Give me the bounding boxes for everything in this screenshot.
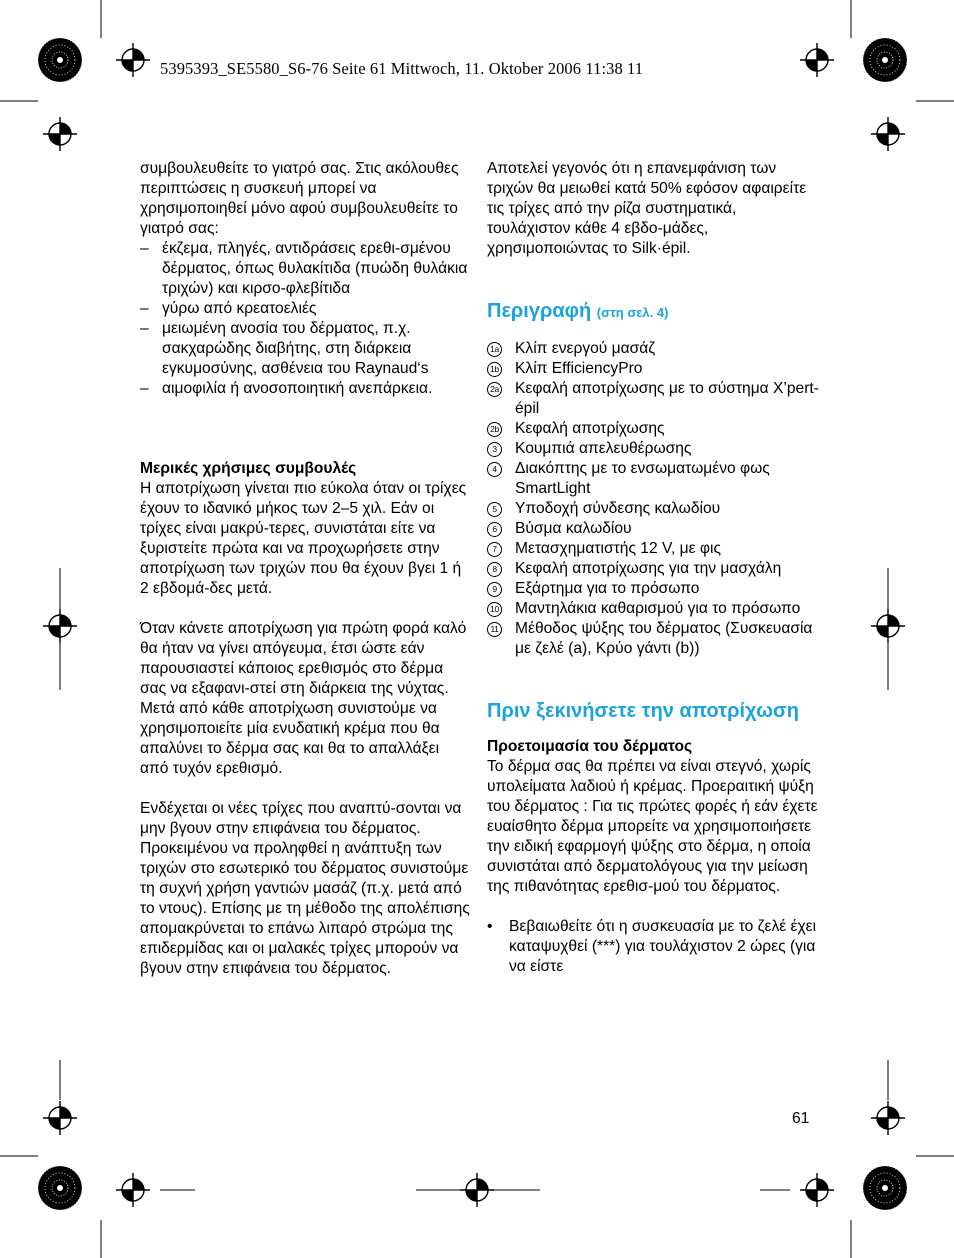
part-number-badge: 11 xyxy=(487,622,502,637)
part-label: Μέθοδος ψύξης του δέρματος (Συσκευασία με ζελέ (a), Κρύο γάντι (b)) xyxy=(515,620,813,657)
page-number: 61 xyxy=(792,1110,810,1127)
part-label: Διακόπτης με το ενσωματωμένο φως SmartLight xyxy=(515,460,770,497)
part-number-badge: 5 xyxy=(487,502,502,517)
part-label: Κεφαλή αποτρίχωσης για την μασχάλη xyxy=(515,560,782,577)
part-item xyxy=(487,539,822,559)
part-label: Υποδοχή σύνδεσης καλωδίου xyxy=(515,500,721,517)
part-label: Βύσμα καλωδίου xyxy=(515,520,632,537)
part-number-badge: 2a xyxy=(487,382,502,397)
list-item: – μειωμένη ανοσία του δέρματος, π.χ. σακχαρώδης διαβήτης, στη διάρκεια εγκυμοσύνης, ασθένεια του Raynaud‘s xyxy=(140,320,429,377)
part-item xyxy=(487,439,822,459)
part-item xyxy=(487,379,822,419)
right-column xyxy=(487,159,822,977)
part-number-badge: 4 xyxy=(487,462,502,477)
tips-paragraph-2: Όταν κάνετε αποτρίχωση για πρώτη φορά καλό θα ήταν να γίνει απόγευμα, έτσι ώστε εάν παρουσιαστεί κάποιος ερεθισμός στο δέρμα σας να εξαφανι-στεί στη διάρκεια της νύχτας. Μετά από κάθε αποτρίχωση συνιστούμε να χρησιμοποιείτε μία ενυδατική κρέμα που θα απαλύνει το δέρμα σας και θα το απαλλάξει από τυχόν ερεθισμό. xyxy=(140,620,467,777)
list-item: – έκζεμα, πληγές, αντιδράσεις ερεθι-σμένου δέρματος, όπως θυλακίτιδα (πυώδη θυλάκια τριχών) και κιρσο-φλεβίτιδα xyxy=(140,240,468,297)
part-label: Εξάρτημα για το πρόσωπο xyxy=(515,580,700,597)
list-item: – αιμοφιλία ή ανοσοποιητική ανεπάρκεια. xyxy=(140,380,433,397)
part-label: Κεφαλή αποτρίχωσης με το σύστημα X’pert-épil xyxy=(515,380,819,417)
part-label: Κεφαλή αποτρίχωσης xyxy=(515,420,665,437)
list-item: • Βεβαιωθείτε ότι η συσκευασία με το ζελέ έχει καταψυχθεί (***) για τουλάχιστον 2 ώρες (για να είστε xyxy=(487,918,817,975)
part-label: Κουμπιά απελευθέρωσης xyxy=(515,440,692,457)
skin-prep-paragraph: Το δέρμα σας θα πρέπει να είναι στεγνό, χωρίς υπολείματα λαδιού ή κρέμας. Προεραιτική ψύξη του δέρματος : Για τις πρώτες φορές ή εάν έχετε ευαίσθητο δέρμα μπορείτε να χρησιμοποιήσετε την ειδική εφαρμογή ψύξης στο δέρμα, η οποία συνιστάται από δερματολόγους για την μείωση της πιθανότητας ερεθισ-μού του δέρματος. xyxy=(487,758,818,895)
before-you-start-heading: Πριν ξεκινήσετε την αποτρίχωση xyxy=(487,700,799,722)
part-label: Κλίπ EfficiencyPro xyxy=(515,360,643,377)
part-item xyxy=(487,339,822,359)
regrowth-paragraph: Αποτελεί γεγονός ότι η επανεμφάνιση των τριχών θα μειωθεί κατά 50% εφόσον αφαιρείτε τις τρίχες από την ρίζα συστηματικά, τουλάχιστον κάθε 4 εβδο-μάδες, χρησιμοποιώντας το Silk·épil. xyxy=(487,160,807,257)
left-column xyxy=(140,159,470,979)
part-number-badge: 1b xyxy=(487,362,502,377)
parts-list xyxy=(487,339,822,659)
part-item xyxy=(487,559,822,579)
tips-heading: Μερικές χρήσιμες συμβουλές xyxy=(140,460,357,477)
part-number-badge: 10 xyxy=(487,602,502,617)
list-item: – γύρω από κρεατοελιές xyxy=(140,300,317,317)
description-heading xyxy=(487,299,822,325)
part-number-badge: 8 xyxy=(487,562,502,577)
part-item xyxy=(487,579,822,599)
contraindications-list xyxy=(140,239,470,399)
dash-marker: – xyxy=(140,380,149,397)
dash-marker: – xyxy=(140,320,149,337)
description-page-ref: (στη σελ. 4) xyxy=(596,305,669,320)
dash-marker: – xyxy=(140,300,149,317)
part-item xyxy=(487,519,822,539)
instructions-list xyxy=(487,917,822,977)
tips-paragraph-1: Η αποτρίχωση γίνεται πιο εύκολα όταν οι τρίχες έχουν το ιδανικό μήκος των 2–5 χιλ. Εάν οι τρίχες είναι μακρύ-τερες, συνιστάται είτε να ξυριστείτε πρώτα και να προχωρήσετε στην αποτρίχωση των τριχών που θα έχουν βγει 1 ή 2 εβδομά-δες μετά. xyxy=(140,480,467,597)
skin-prep-heading: Προετοιμασία του δέρματος xyxy=(487,738,693,755)
part-item xyxy=(487,419,822,439)
contraindications-intro: συμβουλευθείτε το γιατρό σας. Στις ακόλουθες περιπτώσεις η συσκευή μπορεί να χρησιμοποιηθεί μόνο αφού συμβουλευθείτε το γιατρό σας: xyxy=(140,160,459,237)
part-number-badge: 6 xyxy=(487,522,502,537)
part-item xyxy=(487,499,822,519)
tips-paragraph-3: Ενδέχεται οι νέες τρίχες που αναπτύ-σονται να μην βγουν στην επιφάνεια του δέρματος. Προκειμένου να προληφθεί η ανάπτυξη των τριχών στο εσωτερικό του δέρματος συνιστούμε τη συχνή χρήση γαντιών μασάζ (π.χ. μετά από το ντους). Επίσης με τη μέθοδο της απολέπισης απομακρύνεται το επάνω λιπαρό στρώμα της επιδερμίδας και οι μαλακές τρίχες μπορούν να βγουν στην επιφάνεια του δέρματος. xyxy=(140,800,470,977)
part-item xyxy=(487,459,822,499)
bullet-marker: • xyxy=(487,918,493,935)
part-number-badge: 1a xyxy=(487,342,502,357)
part-item xyxy=(487,599,822,619)
part-label: Κλίπ ενεργού μασάζ xyxy=(515,340,656,357)
print-slug-header: 5395393_SE5580_S6-76 Seite 61 Mittwoch, 11. Oktober 2006 11:38 11 xyxy=(160,59,644,78)
description-title: Περιγραφή xyxy=(487,300,592,322)
part-label: Μετασχηματιστής 12 V, με φις xyxy=(515,540,721,557)
part-label: Μαντηλάκια καθαρισμού για το πρόσωπο xyxy=(515,600,801,617)
part-number-badge: 9 xyxy=(487,582,502,597)
part-number-badge: 7 xyxy=(487,542,502,557)
part-number-badge: 3 xyxy=(487,442,502,457)
part-number-badge: 2b xyxy=(487,422,502,437)
part-item xyxy=(487,619,822,659)
dash-marker: – xyxy=(140,240,149,257)
part-item xyxy=(487,359,822,379)
